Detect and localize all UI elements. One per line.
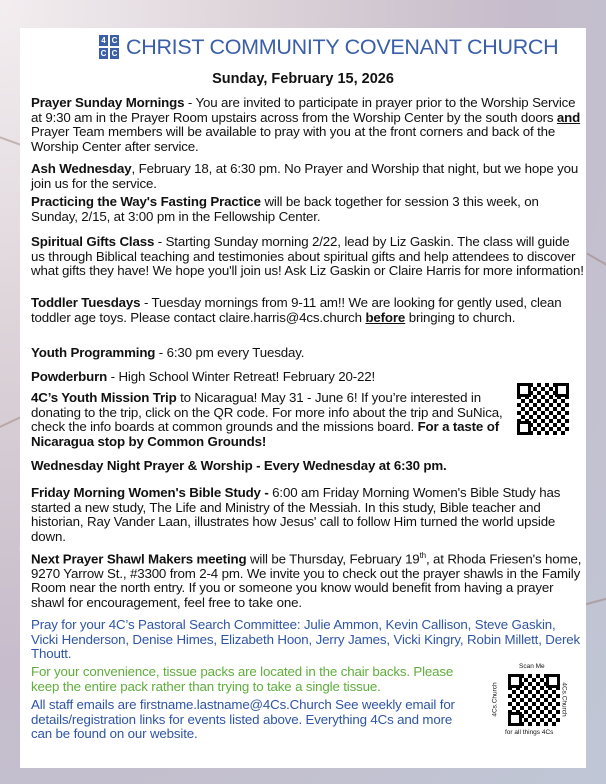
qr-bottom-label: for all things 4Cs (505, 729, 554, 736)
announcement-youth-programming: Youth Programming - 6:30 pm every Tuesday. (31, 345, 305, 360)
announcement-bible-study: Friday Morning Women's Bible Study - 6:00 am Friday Morning Women's Bible Study has started a new study, The Life and Ministry of the Messiah. In this study, Bible teacher and historian, Ray Vander Laan, illustrates how Jesus' call to follow Him turned the world upside down. (31, 485, 561, 544)
announcement-prayer-shawl: Next Prayer Shawl Makers meeting will be Thursday, February 19th, at Rhoda Friesen's home, 9270 Yarrow St., #3300 from 2-4 pm. We invite you to check out the prayer shawls in the Family Room near the north entry. If you or someone you know would benefit from having a prayer shawl for encouragement, feel free to take one. (31, 551, 582, 610)
announcement-staff-emails: All staff emails are firstname.lastname@4Cs.Church See weekly email for details/registration links for events listed above. Everything 4Cs and more can be found on our website. (31, 697, 455, 741)
background-branch (583, 596, 606, 606)
church-logo-icon: 4 C C C (98, 34, 120, 60)
announcement-pastoral-search: Pray for your 4C’s Pastoral Search Committee: Julie Ammon, Kevin Callison, Steve Gaskin, Vicki Henderson, Denise Himes, Elizabeth Hoon, Jerry James, Vicki Kingry, Robin Millett, Derek Thoutt. (31, 617, 581, 661)
announcement-toddler-tuesdays: Toddler Tuesdays - Tuesday mornings from 9-11 am!! We are looking for gently used, clean toddler age toys. Please contact claire.harris@4cs.church before bringing to church. (31, 295, 562, 325)
bulletin-card (20, 28, 586, 768)
mission-trip-qr-code[interactable] (517, 383, 569, 435)
announcement-spiritual-gifts: Spiritual Gifts Class - Starting Sunday morning 2/22, lead by Liz Gaskin. The class will guide us through Biblical teaching and testimonies about spiritual gifts and help attendees to discover what gifts they have! We hope you'll join us! Ask Liz Gaskin or Claire Harris for more information! (31, 234, 584, 278)
qr-scan-me-label: Scan Me (519, 663, 545, 670)
announcement-mission-trip: 4C’s Youth Mission Trip to Nicaragua! May 31 - June 6! If you’re interested in donating to the trip, click on the QR code. For more info about the trip and SuNica, check the info boards at common grounds and the missions board. For a taste of Nicaragua stop by Common Grounds! (31, 390, 503, 449)
announcement-powderburn: Powderburn - High School Winter Retreat! February 20-22! (31, 369, 376, 384)
church-header (98, 32, 558, 62)
announcement-tissue-packs: For your convenience, tissue packs are located in the chair backs. Please keep the entire pack rather than trying to take a single tissue. (31, 664, 454, 694)
church-name: CHRIST COMMUNITY COVENANT CHURCH (126, 34, 559, 59)
bulletin-date: Sunday, February 15, 2026 (212, 71, 394, 87)
announcement-prayer-sunday: Prayer Sunday Mornings - You are invited to participate in prayer prior to the Worship Service at 9:30 am in the Prayer Room upstairs across from the Worship Center by the south doors and Prayer Team members will be available to pray with you at the front corners and back of the Worship Center after service. (31, 95, 581, 154)
qr-right-label: 4Cs.Church (560, 682, 568, 717)
announcement-wednesday-prayer: Wednesday Night Prayer & Worship - Every Wednesday at 6:30 pm. (31, 458, 447, 473)
background-branch (587, 253, 606, 270)
announcement-fasting-practice: Practicing the Way's Fasting Practice will be back together for session 3 this week, on Sunday, 2/15, at 3:00 pm in the Fellowship Center. (31, 194, 539, 224)
qr-left-label: 4Cs.Church (491, 682, 499, 717)
website-qr-code[interactable] (508, 674, 560, 726)
announcement-ash-wednesday: Ash Wednesday, February 18, at 6:30 pm. No Prayer and Worship that night, but we hope you join us for the service. (31, 161, 579, 191)
